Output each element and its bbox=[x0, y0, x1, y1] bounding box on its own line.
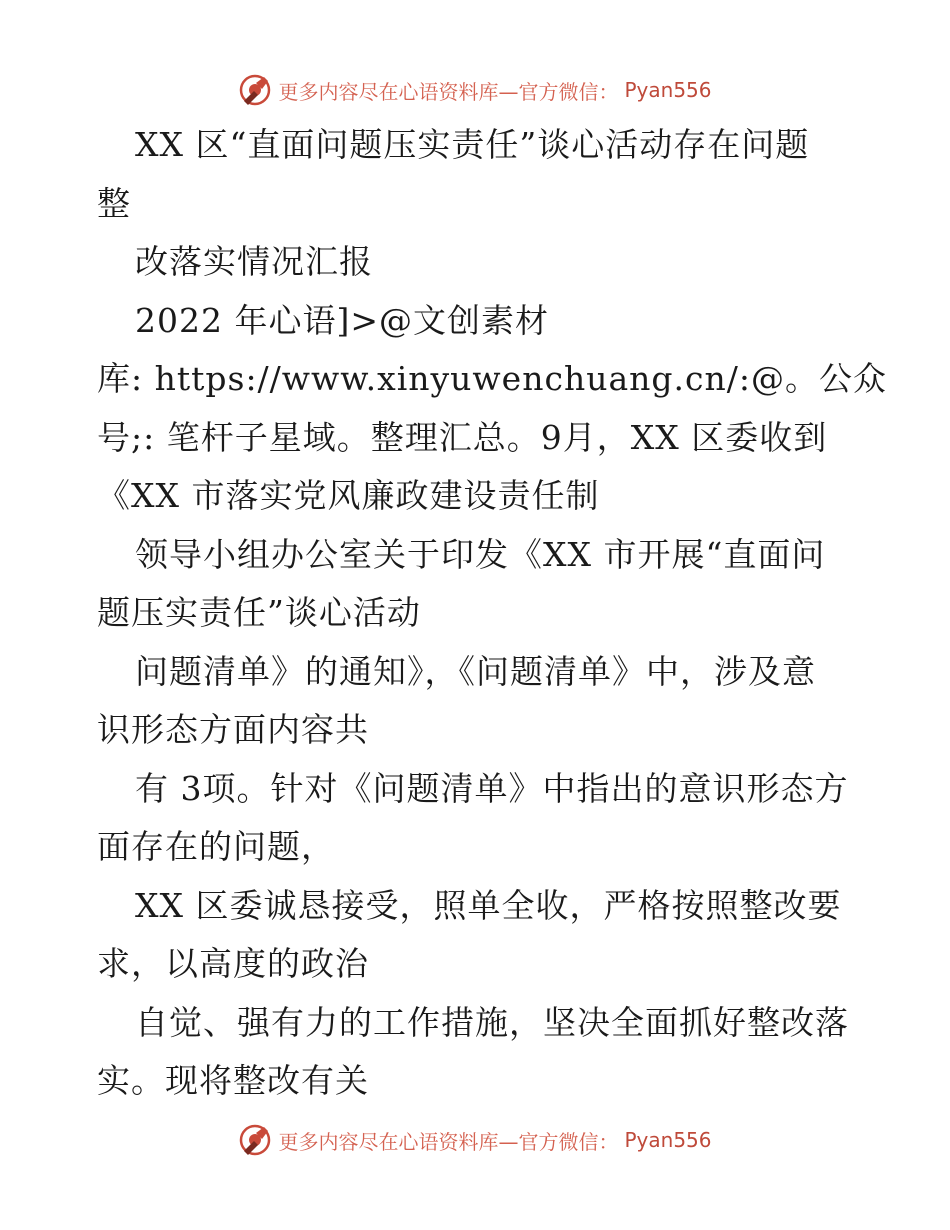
text-line: 号;: 笔杆子星域。整理汇总。9月，XX 区委收到 bbox=[97, 417, 828, 457]
text-line: 库: https://www.xinyuwenchuang.cn/:@。公众 bbox=[97, 359, 887, 398]
banner-wechat-id: Pyan556 bbox=[624, 1128, 712, 1152]
text-line: 改落实情况汇报 bbox=[135, 242, 373, 281]
text-line: 《XX 市落实党风廉政建设责任制 bbox=[97, 476, 600, 515]
text-line: 面存在的问题， bbox=[97, 827, 335, 866]
text-line: 领导小组办公室关于印发《XX 市开展“直面问 bbox=[135, 534, 826, 574]
text-line: 题压实责任”谈心活动 bbox=[97, 593, 421, 632]
banner-text: 更多内容尽在心语资料库—官方微信： bbox=[278, 79, 619, 104]
text-line: 问题清单》的通知》，《问题清单》中，涉及意 bbox=[135, 651, 816, 691]
text-line: 求，以高度的政治 bbox=[97, 944, 369, 983]
text-line: 2022 年心语]>@文创素材 bbox=[135, 300, 549, 340]
text-line: 有 3项。针对《问题清单》中指出的意识形态方 bbox=[135, 768, 849, 808]
document-body bbox=[97, 116, 887, 1111]
text-line: XX 区“直面问题压实责任”谈心活动存在问题 bbox=[135, 125, 810, 164]
text-line: 实。现将整改有关 bbox=[97, 1061, 369, 1100]
banner-text: 更多内容尽在心语资料库—官方微信： bbox=[278, 1129, 619, 1154]
text-line: 识形态方面内容共 bbox=[97, 710, 369, 749]
text-line: 整 bbox=[97, 183, 131, 223]
pen-logo-icon bbox=[238, 1123, 272, 1157]
footer-watermark-banner bbox=[0, 1120, 950, 1160]
text-line: 自觉、强有力的工作措施，坚决全面抓好整改落 bbox=[135, 1002, 849, 1042]
banner-wechat-id: Pyan556 bbox=[624, 78, 712, 102]
header-watermark-banner bbox=[0, 70, 950, 110]
pen-logo-icon bbox=[238, 73, 272, 107]
text-line: XX 区委诚恳接受，照单全收，严格按照整改要 bbox=[135, 885, 842, 925]
